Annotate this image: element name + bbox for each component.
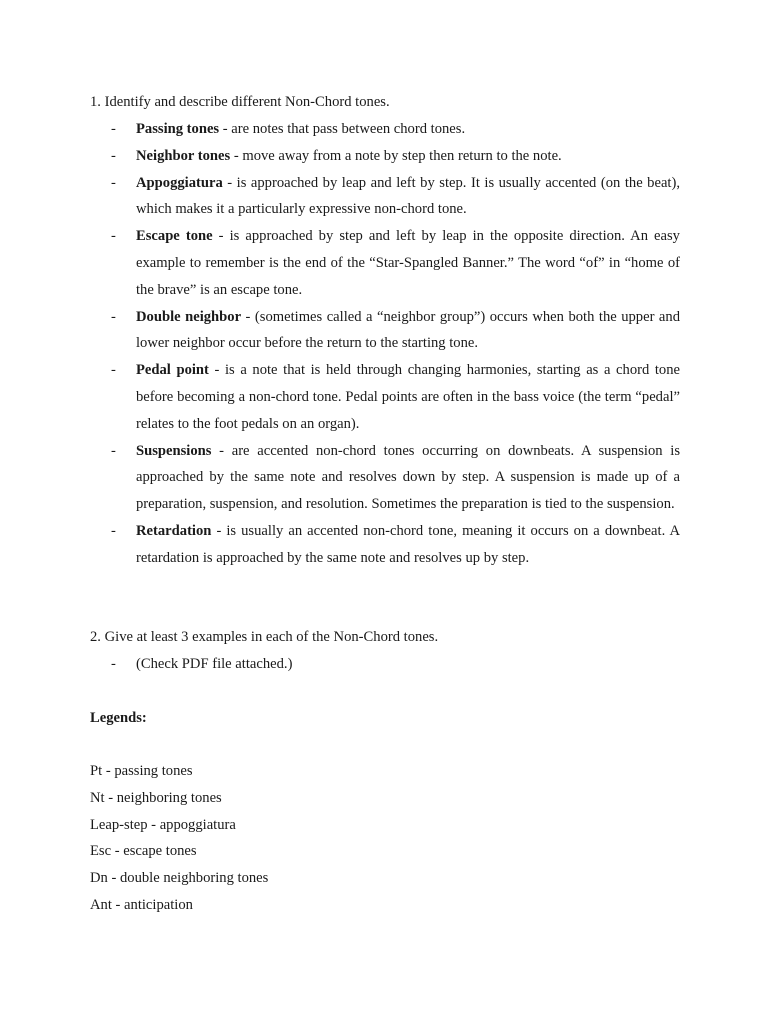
legend-entry: Leap-step - appoggiatura (90, 816, 236, 833)
list-item (90, 304, 680, 358)
list-item (90, 116, 680, 143)
list-dash: - (111, 362, 116, 379)
term-description: - move away from a note by step then return to the note. (230, 147, 562, 164)
question-2-prompt: 2. Give at least 3 examples in each of the Non-Chord tones. (90, 629, 439, 645)
list-dash: - (111, 147, 116, 164)
list-dash: - (111, 228, 116, 245)
term-pedal-point: Pedal point (136, 362, 209, 379)
term-description: - is approached by step and left by leap in the opposite direction. An easy example to remember is the end of the “Star-Spangled Banner.” The word “of” in “home of the brave” is an escape tone. (136, 228, 680, 298)
list-item (90, 357, 680, 437)
question-1-prompt: 1. Identify and describe different Non-Chord tones. (90, 94, 390, 110)
list-item (90, 518, 680, 572)
examples-note: (Check PDF file attached.) (136, 656, 293, 672)
question-1 (90, 89, 680, 572)
term-passing-tones: Passing tones (136, 121, 220, 137)
term-appoggiatura: Appoggiatura (136, 174, 223, 191)
term-retardation: Retardation (136, 522, 212, 539)
list-dash: - (111, 442, 116, 459)
question-2 (90, 624, 680, 678)
list-item (90, 170, 680, 224)
list-item (90, 651, 680, 678)
term-description: - is usually an accented non-chord tone, meaning it occurs on a downbeat. A retardation is approached by the same note and resolves up by step. (136, 522, 680, 566)
term-description: - are accented non-chord tones occurring on downbeats. A suspension is approached by the same note and resolves down by step. A suspension is made up of a preparation, suspension, and resolution. Sometimes the preparation is tied to the suspension. (136, 442, 680, 513)
term-suspensions: Suspensions (136, 442, 212, 459)
legend-entry: Nt - neighboring tones (90, 789, 222, 806)
term-neighbor-tones: Neighbor tones (136, 147, 231, 164)
non-chord-tone-list (90, 116, 680, 572)
term-escape-tone: Escape tone (136, 228, 213, 245)
list-item (90, 143, 680, 170)
list-dash: - (111, 522, 116, 539)
term-description: - are notes that pass between chord tones. (219, 121, 466, 137)
legend-entry: Ant - anticipation (90, 896, 193, 913)
legend-entry: Dn - double neighboring tones (90, 870, 269, 887)
term-description: - is approached by leap and left by step. It is usually accented (on the beat), which makes it a particularly expressive non-chord tone. (136, 174, 680, 218)
list-item (90, 223, 680, 303)
list-dash: - (111, 174, 116, 191)
legend-list (90, 758, 268, 919)
examples-list (90, 651, 680, 678)
list-dash: - (111, 656, 116, 672)
term-description: - (sometimes called a “neighbor group”) occurs when both the upper and lower neighbor occur before the return to the starting tone. (136, 308, 681, 352)
term-description: - is a note that is held through changing harmonies, starting as a chord tone before becoming a non-chord tone. Pedal points are often in the bass voice (the term “pedal” relates to the foot pedals on an organ). (136, 362, 681, 432)
list-dash: - (111, 308, 116, 325)
legend-entry: Pt - passing tones (90, 763, 193, 779)
legends-heading: Legends: (90, 710, 147, 726)
list-item (90, 438, 680, 518)
legend-entry: Esc - escape tones (90, 843, 197, 860)
list-dash: - (111, 121, 116, 137)
term-double-neighbor: Double neighbor (136, 308, 242, 325)
